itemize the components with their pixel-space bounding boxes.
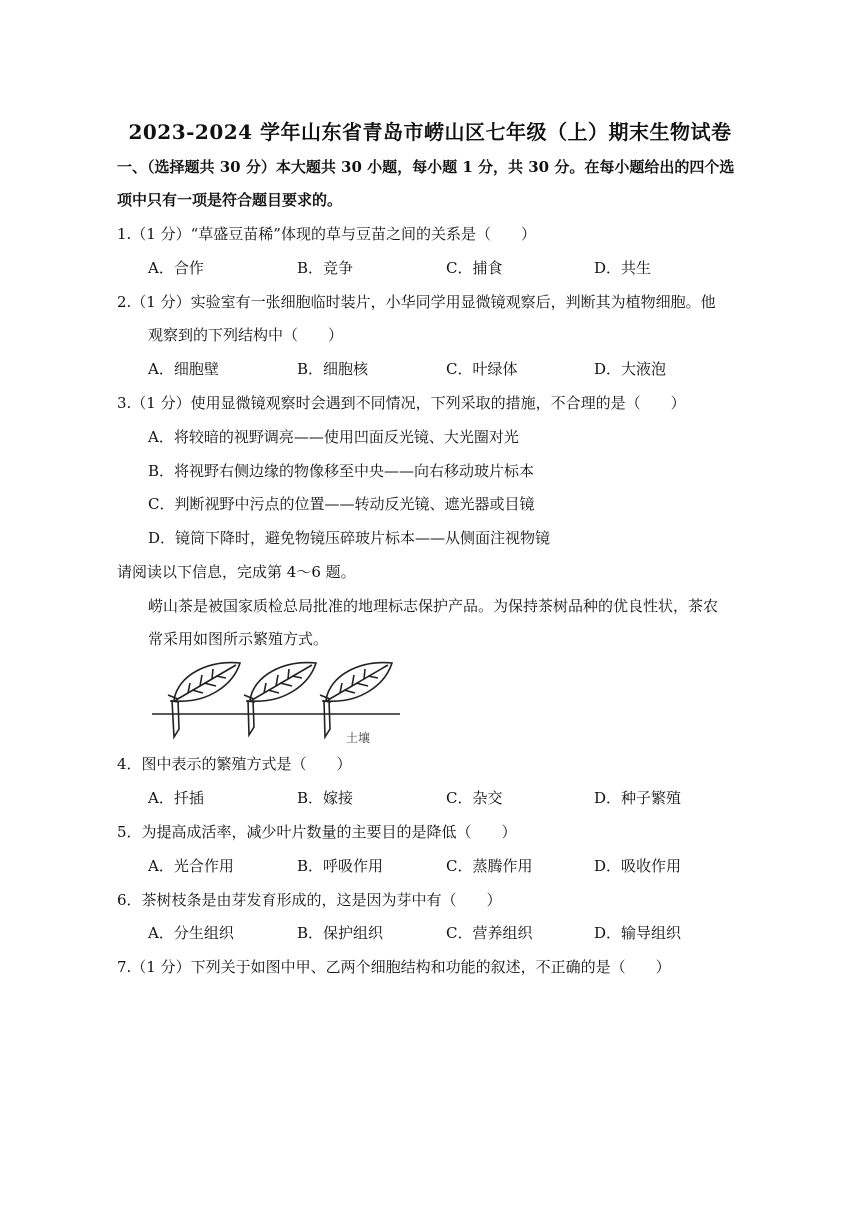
question-4-stem: 4．图中表示的繁殖方式是（ ） <box>117 755 352 773</box>
question-1-option-a: A．合作 <box>148 259 204 277</box>
reading-intro: 请阅读以下信息，完成第 4～6 题。 <box>117 563 356 581</box>
question-7-stem: 7.（1 分）下列关于如图中甲、乙两个细胞结构和功能的叙述，不正确的是（ ） <box>117 958 671 976</box>
question-6-option-b: B．保护组织 <box>297 924 384 942</box>
cutting-propagation-figure <box>148 655 408 750</box>
cutting-3 <box>320 663 392 737</box>
question-1-option-b: B．竞争 <box>297 259 354 277</box>
question-1-stem: 1.（1 分）“草盛豆苗稀”体现的草与豆苗之间的关系是（ ） <box>117 225 536 243</box>
question-1-option-d: D．共生 <box>594 259 652 277</box>
cutting-2 <box>244 663 316 735</box>
question-4-option-c: C．杂交 <box>446 789 503 807</box>
question-5-option-a: A．光合作用 <box>148 857 234 875</box>
question-3-option-d: D．镜筒下降时，避免物镜压碎玻片标本——从侧面注视物镜 <box>148 529 551 547</box>
question-2-option-a: A．细胞壁 <box>148 360 219 378</box>
question-6-option-d: D．输导组织 <box>594 924 682 942</box>
question-4-option-b: B．嫁接 <box>297 789 354 807</box>
question-6-option-a: A．分生组织 <box>148 924 234 942</box>
question-4-option-a: A．扦插 <box>148 789 204 807</box>
question-1-option-c: C．捕食 <box>446 259 503 277</box>
question-2-stem-line1: 2.（1 分）实验室有一张细胞临时装片，小华同学用显微镜观察后，判断其为植物细胞。他 <box>117 293 716 311</box>
question-6-option-c: C．营养组织 <box>446 924 533 942</box>
question-5-stem: 5．为提高成活率，减少叶片数量的主要目的是降低（ ） <box>117 823 517 841</box>
question-6-stem: 6．茶树枝条是由芽发育形成的，这是因为芽中有（ ） <box>117 891 502 909</box>
question-3-option-a: A．将较暗的视野调亮——使用凹面反光镜、大光圈对光 <box>148 428 519 446</box>
reading-paragraph-line2: 常采用如图所示繁殖方式。 <box>148 630 329 648</box>
question-3-option-b: B．将视野右侧边缘的物像移至中央——向右移动玻片标本 <box>148 462 535 480</box>
question-2-option-d: D．大液泡 <box>594 360 667 378</box>
question-5-option-b: B．呼吸作用 <box>297 857 384 875</box>
section-heading-line1: 一、（选择题共 30 分）本大题共 30 小题，每小题 1 分，共 30 分。在每小题给出的四个选 <box>117 158 735 176</box>
page-title: 2023-2024 学年山东省青岛市崂山区七年级（上）期末生物试卷 <box>128 120 732 144</box>
question-2-option-b: B．细胞核 <box>297 360 369 378</box>
question-2-stem-line2: 观察到的下列结构中（ ） <box>148 326 344 344</box>
question-4-option-d: D．种子繁殖 <box>594 789 682 807</box>
section-heading-line2: 项中只有一项是符合题目要求的。 <box>117 191 343 209</box>
soil-label: 土壤 <box>346 731 371 745</box>
cutting-1 <box>168 663 240 737</box>
question-5-option-c: C．蒸腾作用 <box>446 857 533 875</box>
reading-paragraph-line1: 崂山茶是被国家质检总局批准的地理标志保护产品。为保持茶树品种的优良性状，茶农 <box>148 597 719 615</box>
question-3-option-c: C．判断视野中污点的位置——转动反光镜、遮光器或目镜 <box>148 495 535 513</box>
question-5-option-d: D．吸收作用 <box>594 857 682 875</box>
question-2-option-c: C．叶绿体 <box>446 360 518 378</box>
question-3-stem: 3.（1 分）使用显微镜观察时会遇到不同情况，下列采取的措施，不合理的是（ ） <box>117 394 686 412</box>
